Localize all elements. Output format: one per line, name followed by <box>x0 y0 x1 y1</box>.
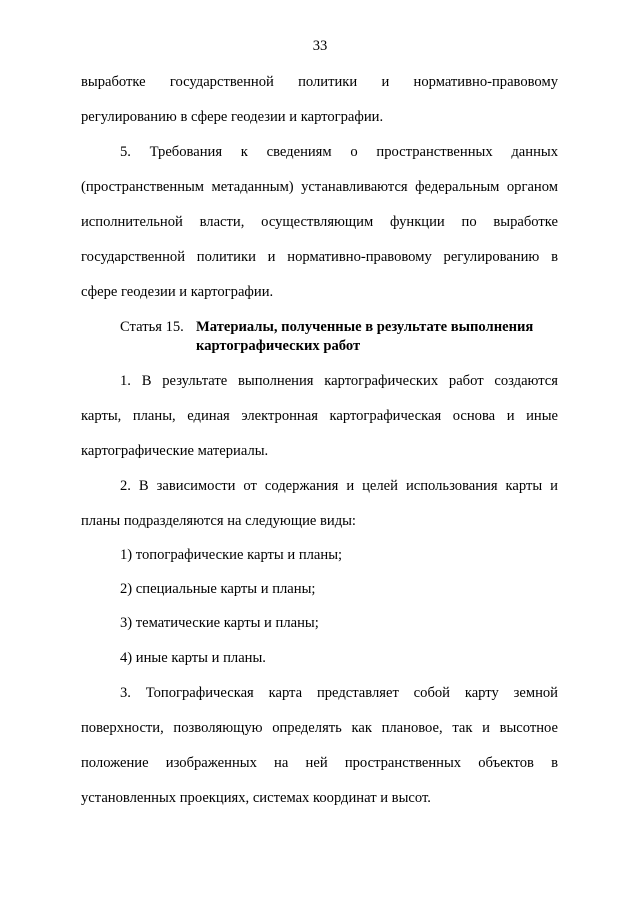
text-line: государственной политики и нормативно-правовому регулированию в <box>81 249 558 265</box>
text-line: (пространственным метаданным) устанавливаются федеральным органом <box>81 179 558 195</box>
text-line: картографические материалы. <box>81 443 269 459</box>
text-line: 3. Топографическая карта представляет собой карту земной <box>120 685 558 701</box>
text-line: планы подразделяются на следующие виды: <box>81 513 356 529</box>
article-title-line: Материалы, полученные в результате выполнения <box>196 319 534 335</box>
text-line: сфере геодезии и картографии. <box>81 284 274 300</box>
text-line: установленных проекциях, системах координат и высот. <box>81 790 431 806</box>
text-line: поверхности, позволяющую определять как плановое, так и высотное <box>81 720 558 736</box>
text-line: регулированию в сфере геодезии и картографии. <box>81 109 384 125</box>
text-line: 5. Требования к сведениям о пространственных данных <box>120 144 558 160</box>
article-title-line: картографических работ <box>196 338 361 354</box>
list-item: 2) специальные карты и планы; <box>120 581 316 597</box>
list-item: 3) тематические карты и планы; <box>120 615 319 631</box>
text-line: положение изображенных на ней пространственных объектов в <box>81 755 558 771</box>
text-line: исполнительной власти, осуществляющим функции по выработке <box>81 214 558 230</box>
text-line: 2. В зависимости от содержания и целей использования карты и <box>120 478 558 494</box>
article-label: Статья 15. <box>120 319 184 335</box>
list-item: 1) топографические карты и планы; <box>120 547 343 563</box>
text-line: карты, планы, единая электронная картографическая основа и иные <box>81 408 558 424</box>
list-item: 4) иные карты и планы. <box>120 650 266 666</box>
page-number: 33 <box>312 38 328 54</box>
text-line: 1. В результате выполнения картографических работ создаются <box>120 373 558 389</box>
text-line: выработке государственной политики и нормативно-правовому <box>81 74 558 90</box>
